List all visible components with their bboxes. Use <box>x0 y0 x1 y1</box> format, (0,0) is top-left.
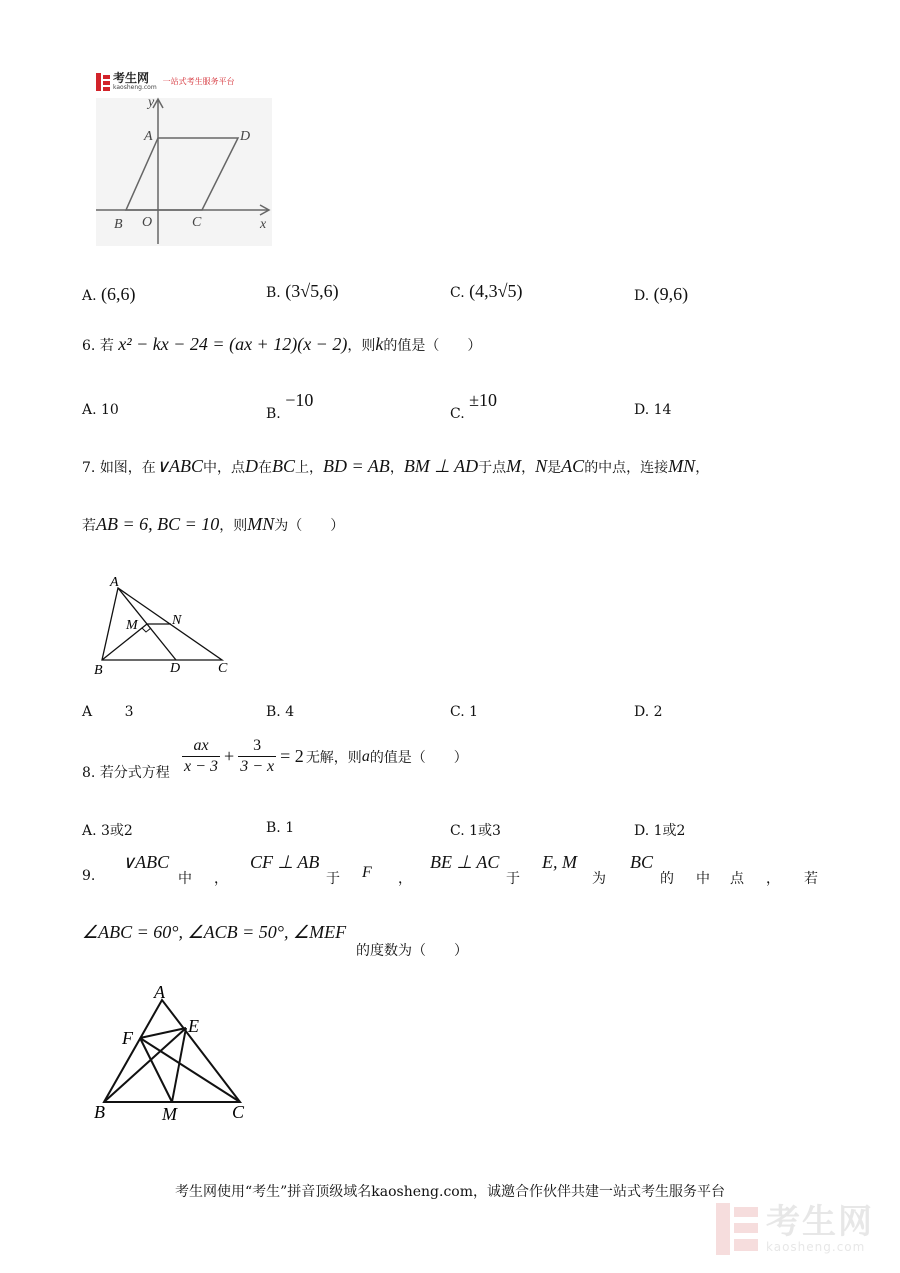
equation: x² − kx − 24 = (ax + 12)(x − 2) <box>118 334 348 354</box>
watermark-logo <box>716 1203 874 1255</box>
q6-option-b[interactable] <box>266 390 314 422</box>
question-text: ， <box>695 460 710 476</box>
label-d: D <box>170 661 181 676</box>
option-value: 3或2 <box>101 823 133 839</box>
label-n: N <box>172 613 182 628</box>
q7-option-c[interactable] <box>450 704 478 720</box>
option-label: A <box>82 704 93 720</box>
question-text: 的 <box>660 871 674 887</box>
math: BM ⊥ AD <box>403 456 479 476</box>
question-text: ，则 <box>219 518 248 534</box>
option-value: (4,3√5) <box>469 281 523 301</box>
option-value: 1 <box>469 704 479 720</box>
q7-figure <box>90 572 240 678</box>
question-6 <box>82 334 481 355</box>
option-label: A. <box>82 823 97 839</box>
logo-domain: kaosheng.com <box>113 84 157 91</box>
q5-option-d[interactable] <box>634 284 688 305</box>
fraction-1 <box>182 736 220 777</box>
label-x: x <box>260 217 267 232</box>
option-value: 1或3 <box>469 823 501 839</box>
q8-equation <box>182 736 468 777</box>
option-label: D. <box>634 823 650 839</box>
question-8 <box>82 762 170 782</box>
watermark-domain: kaosheng.com <box>766 1240 866 1254</box>
q6-option-c[interactable] <box>450 390 498 422</box>
label-m: M <box>162 1104 177 1124</box>
question-text: 若 <box>99 338 114 354</box>
question-text: 若分式方程 <box>99 765 170 781</box>
denominator: 3 − x <box>240 758 275 775</box>
question-text: ， <box>521 460 536 476</box>
right-angle-mark <box>142 628 151 632</box>
question-9-suffix: 的度数为（ ） <box>356 943 468 959</box>
math: AB = 6, BC = 10 <box>96 514 220 534</box>
math: BE ⊥ AC <box>430 852 500 872</box>
label-a: A <box>154 982 165 1002</box>
triangle-abc <box>104 1000 240 1102</box>
math: AC <box>561 456 585 476</box>
question-text: 中，点 <box>202 460 245 476</box>
q8-option-a[interactable] <box>82 820 133 840</box>
question-text: ， <box>389 460 404 476</box>
label-e: E <box>188 1016 199 1036</box>
label-y: y <box>148 95 155 110</box>
math: CF ⊥ AB <box>250 852 320 872</box>
option-value: 4 <box>285 704 295 720</box>
option-value: 3 <box>124 704 134 720</box>
option-value: 1或2 <box>653 823 686 839</box>
question-7-line-2 <box>82 514 344 535</box>
question-text: 于 <box>506 871 520 887</box>
q5-figure <box>88 88 288 248</box>
question-number: 7. <box>82 460 96 476</box>
denominator: x − 3 <box>184 758 218 775</box>
question-text: 于 <box>326 871 340 887</box>
math: ∠ABC = 60°, ∠ACB = 50°, ∠MEF <box>82 922 347 942</box>
numerator: ax <box>193 737 209 754</box>
option-value: 10 <box>101 402 119 418</box>
variable: k <box>375 334 384 354</box>
question-7 <box>82 456 709 477</box>
q8-option-d[interactable] <box>634 820 685 840</box>
option-label: D. <box>634 704 650 720</box>
option-label: D. <box>634 402 650 418</box>
math: ∨ABC <box>155 456 203 476</box>
question-text: ，则 <box>347 338 376 354</box>
question-text: 若 <box>804 871 818 887</box>
q9-figure <box>90 978 260 1128</box>
question-text: 在 <box>257 460 272 476</box>
math: E, M <box>542 852 577 872</box>
label-m: M <box>126 618 138 633</box>
label-c: C <box>218 661 228 676</box>
q5-option-a[interactable] <box>82 284 136 305</box>
option-label: D. <box>634 288 650 304</box>
option-label: C. <box>450 823 465 839</box>
math: BC <box>630 852 654 872</box>
option-label: C. <box>450 406 465 422</box>
math: ∨ABC <box>122 852 170 872</box>
option-value: (6,6) <box>101 284 136 304</box>
math: MN <box>668 456 696 476</box>
question-text: 如图，在 <box>99 460 156 476</box>
q6-option-d[interactable] <box>634 402 671 418</box>
math: BD = AB <box>323 456 390 476</box>
option-label: A. <box>82 402 97 418</box>
math: MN <box>247 514 275 534</box>
question-text: 的中点，连接 <box>584 460 669 476</box>
watermark-icon <box>716 1203 758 1255</box>
option-label: B. <box>266 285 281 301</box>
label-d: D <box>240 129 251 144</box>
label-a: A <box>144 129 153 144</box>
option-value: 2 <box>653 704 663 720</box>
label-b: B <box>94 1102 105 1122</box>
page-footer: 考生网使用“考生”拼音顶级域名kaosheng.com，诚邀合作伙伴共建一站式考生服务平台 <box>174 1184 726 1200</box>
option-label: C. <box>450 285 465 301</box>
question-number: 8. <box>82 765 96 781</box>
option-value: ±10 <box>469 390 498 410</box>
math: N <box>535 456 548 476</box>
question-9-line-2 <box>82 922 346 943</box>
math: M <box>506 456 522 476</box>
question-text: 的值是（ ） <box>383 338 482 354</box>
question-text: 为（ ） <box>274 518 345 534</box>
option-value: (9,6) <box>653 284 689 304</box>
q5-option-c[interactable] <box>450 281 523 302</box>
watermark-name: 考生网 <box>766 1202 874 1242</box>
variable: a <box>361 747 370 765</box>
label-c: C <box>232 1102 245 1122</box>
label-c: C <box>192 215 202 230</box>
q8-option-b[interactable] <box>266 820 294 836</box>
option-value: 14 <box>653 402 672 418</box>
question-text: 为 <box>592 871 606 887</box>
question-text: 点 <box>730 871 744 887</box>
fraction-2 <box>238 736 276 777</box>
label-f: F <box>122 1028 133 1048</box>
q8-option-c[interactable] <box>450 820 501 840</box>
math: F <box>362 864 372 881</box>
logo-slogan: 一站式考生服务平台 <box>162 77 235 86</box>
q7-option-a[interactable] <box>82 704 134 720</box>
q7-option-d[interactable] <box>634 704 663 720</box>
logo-name: 考生网 <box>113 71 150 85</box>
label-o: O <box>142 215 153 230</box>
option-label: C. <box>450 704 465 720</box>
question-number: 6. <box>82 338 96 354</box>
option-label: A. <box>82 288 97 304</box>
option-value: −10 <box>285 390 314 410</box>
question-text: 若 <box>82 518 96 534</box>
question-text: ， <box>398 871 412 887</box>
q6-option-a[interactable] <box>82 402 119 418</box>
option-label: B. <box>266 820 281 836</box>
plus-sign: + <box>224 746 235 766</box>
question-number: 9. <box>82 868 96 884</box>
label-b: B <box>114 217 123 232</box>
option-label: B. <box>266 704 281 720</box>
q5-option-b[interactable] <box>266 281 339 302</box>
question-text: 上， <box>295 460 323 476</box>
question-text: ， <box>214 871 228 887</box>
question-text: 无解，则 <box>305 749 362 766</box>
numerator: 3 <box>253 737 262 754</box>
equation-rhs: = 2 <box>280 746 304 766</box>
question-text: 于点 <box>478 460 507 476</box>
question-text: ， <box>766 871 780 887</box>
question-text: 的值是（ ） <box>369 749 468 766</box>
option-value: 1 <box>285 820 295 836</box>
option-label: B. <box>266 406 281 422</box>
question-text: 是 <box>547 460 562 476</box>
label-a: A <box>110 575 119 590</box>
option-value: (3√5,6) <box>285 281 339 301</box>
math: BC <box>271 456 295 476</box>
question-text: 中 <box>178 871 192 887</box>
q7-option-b[interactable] <box>266 704 294 720</box>
label-b: B <box>94 663 103 678</box>
math: D <box>244 456 258 476</box>
question-text: 中 <box>696 871 710 887</box>
